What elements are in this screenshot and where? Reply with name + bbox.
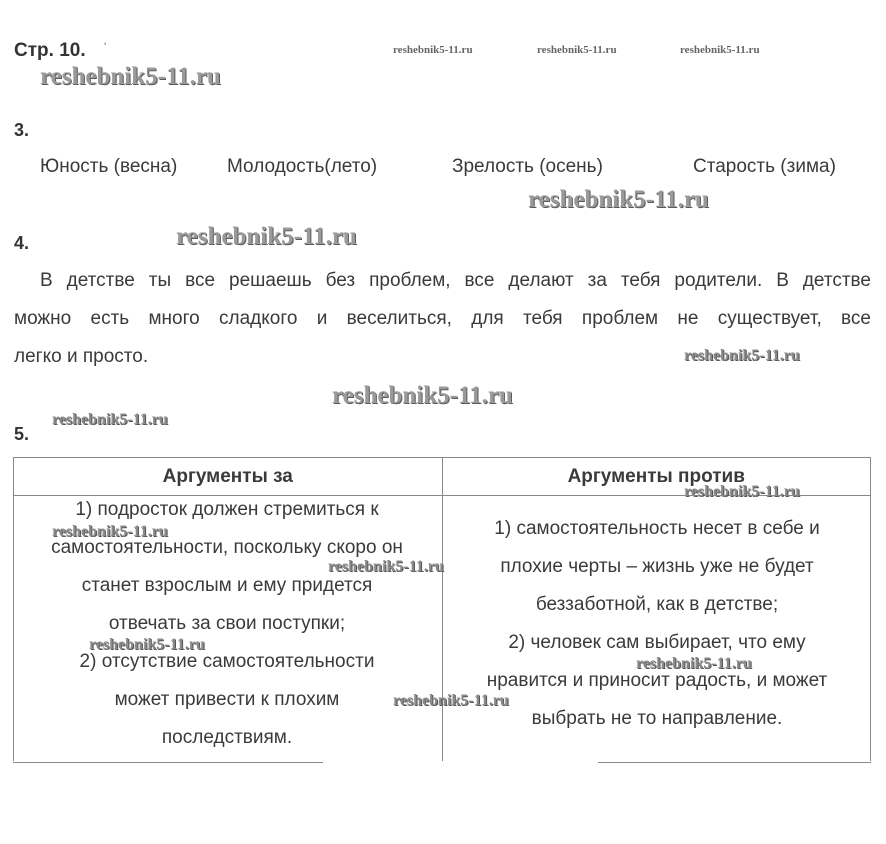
task-3-item: Зрелость (осень): [452, 156, 603, 177]
table-cell-line: нравится и приносит радость, и может: [486, 670, 828, 691]
table-bottom-border: [13, 762, 323, 763]
table-cell-line: беззаботной, как в детстве;: [535, 594, 779, 615]
table-cell-line: 1) подросток должен стремиться к: [75, 499, 379, 520]
watermark: reshebnik5-11.ru: [52, 523, 168, 540]
watermark: reshebnik5-11.ru: [680, 44, 760, 56]
table-cell-line: станет взрослым и ему придется: [81, 575, 373, 596]
table-cell-line: последствиям.: [161, 727, 293, 748]
watermark: reshebnik5-11.ru: [52, 411, 168, 428]
stray-mark: ': [104, 40, 107, 54]
table-cell-line: выбрать не то направление.: [531, 708, 783, 729]
task-5-number: 5.: [14, 424, 30, 444]
watermark: reshebnik5-11.ru: [328, 558, 444, 575]
paragraph-line: В детстве ты все решаешь без проблем, все делают за тебя родители. В детстве: [40, 270, 871, 291]
watermark: reshebnik5-11.ru: [636, 655, 752, 672]
table-cell-line: 1) самостоятельность несет в себе и: [494, 518, 820, 539]
table-cell-line: 2) человек сам выбирает, что ему: [508, 632, 806, 653]
page-title: Стр. 10.: [14, 40, 86, 61]
watermark: reshebnik5-11.ru: [40, 63, 221, 90]
watermark: reshebnik5-11.ru: [684, 483, 800, 500]
watermark: reshebnik5-11.ru: [393, 44, 473, 56]
table-cell-line: 2) отсутствие самостоятельности: [79, 651, 375, 672]
task-4-number: 4.: [14, 233, 30, 253]
task-3-item: Молодость(лето): [227, 156, 378, 177]
watermark: reshebnik5-11.ru: [332, 382, 513, 409]
table-header-pro: Аргументы за: [14, 458, 443, 496]
table-bottom-border: [598, 762, 871, 763]
paragraph-line: легко и просто.: [14, 346, 149, 367]
watermark: reshebnik5-11.ru: [393, 692, 509, 709]
watermark: reshebnik5-11.ru: [89, 636, 205, 653]
table-cell-line: отвечать за свои поступки;: [108, 613, 346, 634]
table-cell-line: плохие черты – жизнь уже не будет: [500, 556, 814, 577]
watermark: reshebnik5-11.ru: [684, 347, 800, 364]
watermark: reshebnik5-11.ru: [537, 44, 617, 56]
table-cell-line: может привести к плохим: [114, 689, 340, 710]
task-3-number: 3.: [14, 120, 30, 140]
watermark: reshebnik5-11.ru: [176, 223, 357, 250]
paragraph-line: можно есть много сладкого и веселиться, для тебя проблем не существует, все: [14, 308, 871, 329]
task-3-item: Старость (зима): [693, 156, 836, 177]
watermark: reshebnik5-11.ru: [528, 186, 709, 213]
table-cell-line: самостоятельности, поскольку скоро он: [51, 537, 403, 558]
table-header-contra: Аргументы против: [442, 458, 871, 496]
task-3-item: Юность (весна): [40, 156, 178, 177]
